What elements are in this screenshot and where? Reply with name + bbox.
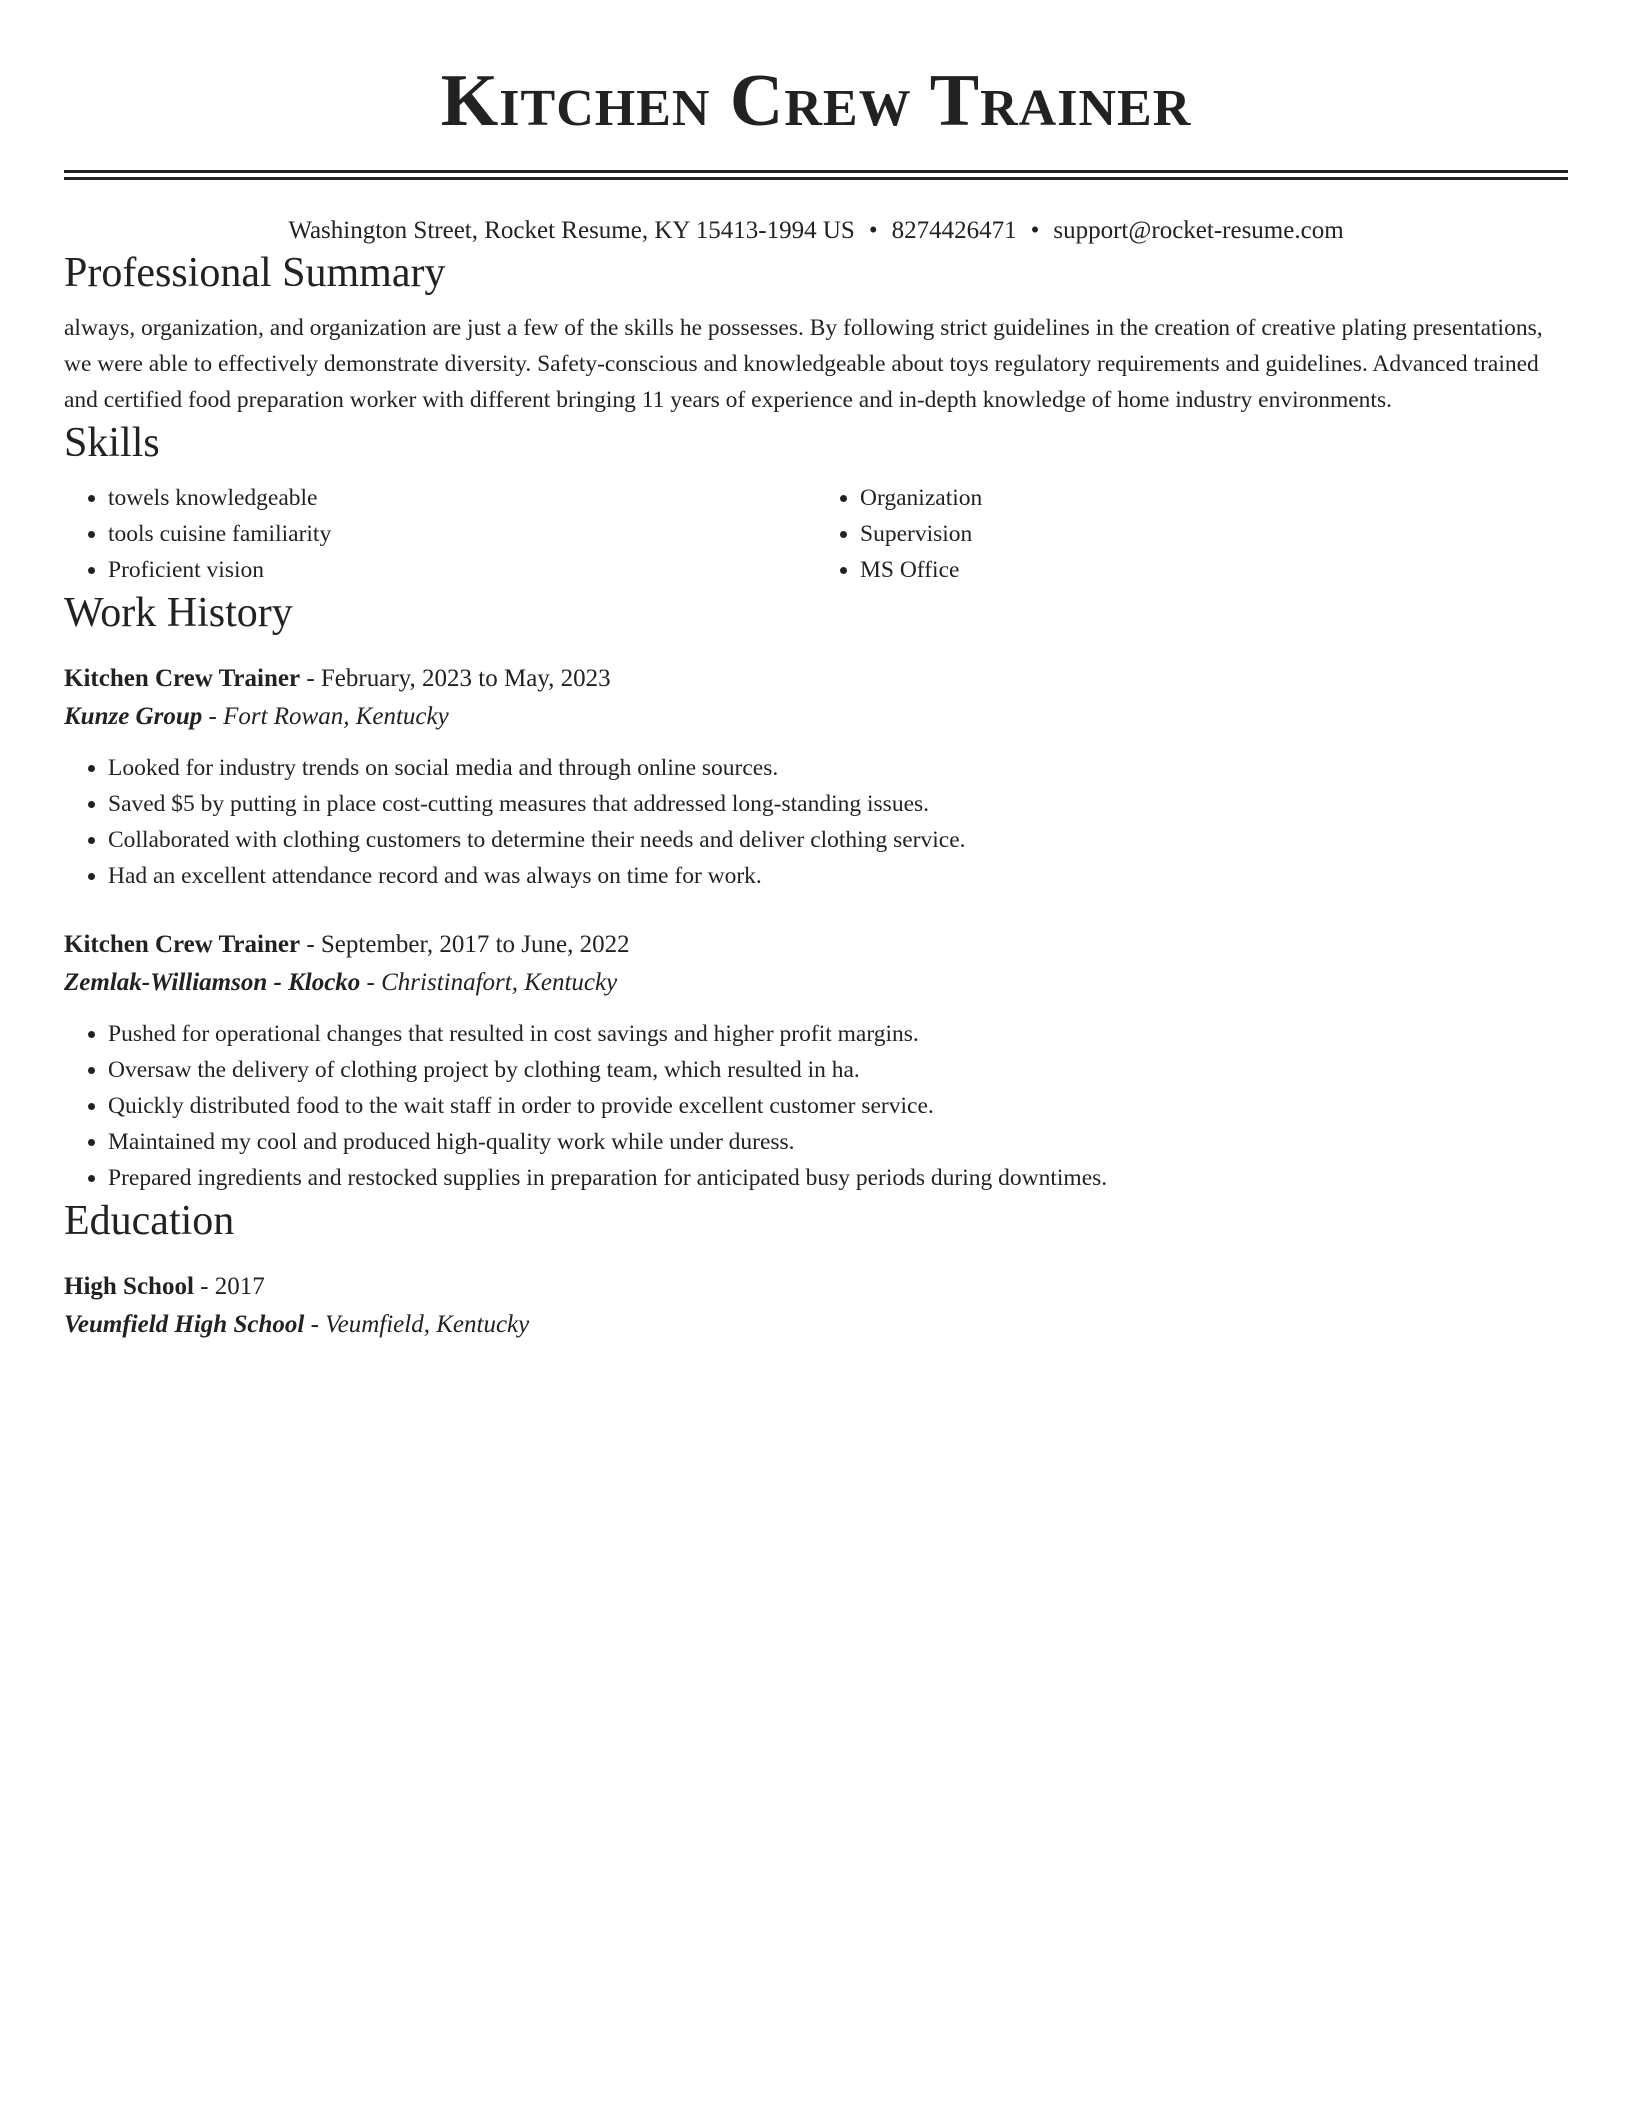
- contact-email: support@rocket-resume.com: [1053, 217, 1344, 244]
- education-location: Veumfield, Kentucky: [325, 1311, 530, 1338]
- work-history-heading: Work History: [64, 590, 293, 636]
- summary-heading: Professional Summary: [64, 250, 446, 296]
- job-company: Kunze Group: [64, 703, 203, 730]
- education-degree: High School: [64, 1273, 194, 1300]
- education-heading: Education: [64, 1198, 235, 1244]
- job-entry: [64, 662, 1568, 894]
- contact-line: [64, 214, 1568, 248]
- education-degree-line: [64, 1270, 1568, 1304]
- contact-address: Washington Street, Rocket Resume, KY 15413-1994 US: [288, 217, 855, 244]
- job-bullet: • Looked for industry trends on social media and through online sources.: [108, 750, 1568, 786]
- skill-item: • tools cuisine familiarity: [108, 516, 816, 552]
- job-bullets: [64, 1016, 1568, 1196]
- skill-item: • Supervision: [860, 516, 1568, 552]
- dash: -: [306, 665, 315, 692]
- skill-item: • Organization: [860, 480, 1568, 516]
- dash: -: [306, 931, 315, 958]
- job-bullet: • Oversaw the delivery of clothing project by clothing team, which resulted in ha.: [108, 1052, 1568, 1088]
- job-dates: February, 2023 to May, 2023: [320, 665, 611, 692]
- job-bullet: • Saved $5 by putting in place cost-cutting measures that addressed long-standing issues.: [108, 786, 1568, 822]
- job-company-line: [64, 700, 1568, 734]
- dash: -: [200, 1273, 209, 1300]
- job-bullet: • Quickly distributed food to the wait staff in order to provide excellent customer service.: [108, 1088, 1568, 1124]
- job-bullets: [64, 750, 1568, 894]
- contact-separator: •: [1030, 217, 1040, 244]
- skills-left-list: [64, 480, 816, 588]
- job-location: Fort Rowan, Kentucky: [223, 703, 449, 730]
- job-entry: [64, 928, 1568, 1196]
- header-divider: [64, 170, 1568, 180]
- job-bullet: • Collaborated with clothing customers to determine their needs and deliver clothing service.: [108, 822, 1568, 858]
- education-school-line: [64, 1308, 1568, 1342]
- skill-item: • towels knowledgeable: [108, 480, 816, 516]
- skills-right-list: [816, 480, 1568, 588]
- education-year: 2017: [214, 1273, 265, 1300]
- resume-name: Kitchen Crew Trainer: [440, 60, 1192, 142]
- job-company-line: [64, 966, 1568, 1000]
- job-location: Christinafort, Kentucky: [381, 969, 618, 996]
- dash: -: [366, 969, 375, 996]
- job-dates: September, 2017 to June, 2022: [320, 931, 630, 958]
- job-title: Kitchen Crew Trainer: [64, 665, 301, 692]
- job-bullet: • Pushed for operational changes that resulted in cost savings and higher profit margins.: [108, 1016, 1568, 1052]
- education-school: Veumfield High School: [64, 1311, 305, 1338]
- job-title-line: [64, 662, 1568, 696]
- job-bullet: • Prepared ingredients and restocked supplies in preparation for anticipated busy periods during downtimes.: [108, 1160, 1568, 1196]
- dash: -: [208, 703, 217, 730]
- job-company: Zemlak-Williamson - Klocko: [64, 969, 361, 996]
- job-bullet: • Had an excellent attendance record and was always on time for work.: [108, 858, 1568, 894]
- contact-separator: •: [868, 217, 878, 244]
- skill-item: • MS Office: [860, 552, 1568, 588]
- summary-text: always, organization, and organization are just a few of the skills he possesses. By following strict guidelines in the creation of creative plating presentations, we were able to effectively demonstrate diversity. Safety-conscious and knowledgeable about toys regulatory requirements and guidelines. Advanced trained and certified food preparation worker with different bringing 11 years of experience and in-depth knowledge of home industry environments.: [64, 315, 1543, 413]
- job-bullet: • Maintained my cool and produced high-quality work while under duress.: [108, 1124, 1568, 1160]
- job-title-line: [64, 928, 1568, 962]
- skills-heading: Skills: [64, 420, 160, 466]
- skill-item: • Proficient vision: [108, 552, 816, 588]
- contact-phone: 8274426471: [891, 217, 1017, 244]
- dash: -: [310, 1311, 319, 1338]
- job-title: Kitchen Crew Trainer: [64, 931, 301, 958]
- skills-grid: [64, 480, 1568, 588]
